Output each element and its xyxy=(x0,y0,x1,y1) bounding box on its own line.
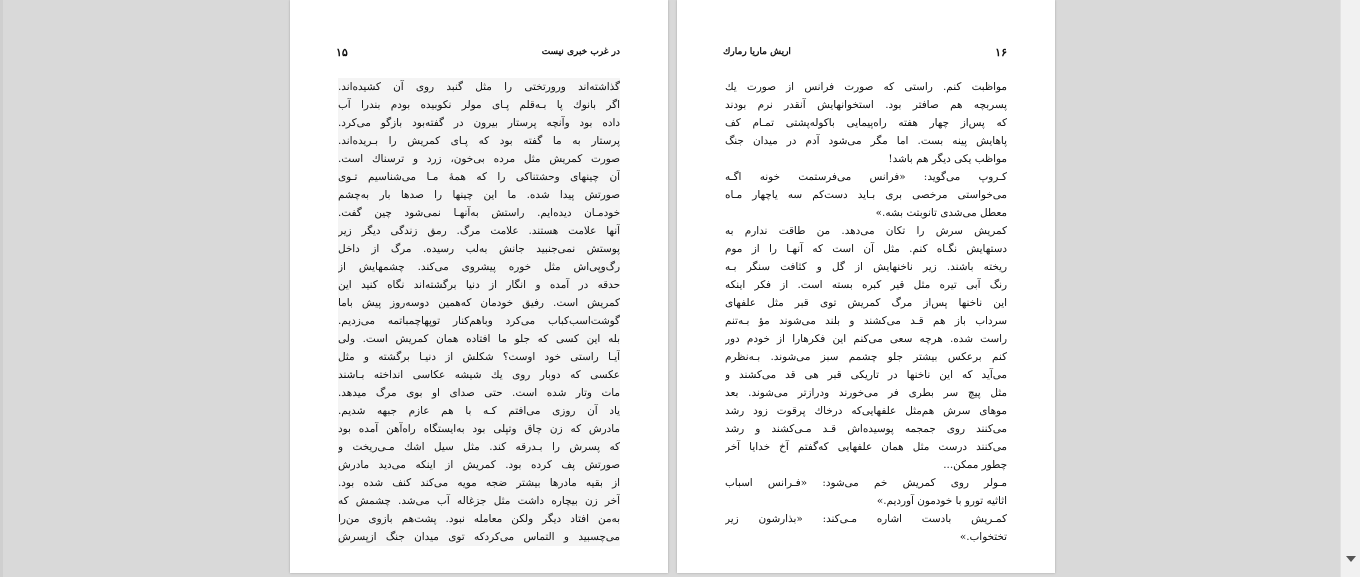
text-line: مـولر روی کمریش خم می‌شود: «فـرانس اسباب xyxy=(725,477,1007,489)
viewer-edge xyxy=(0,0,3,577)
text-line: پسربچه هم صافتر بود. استخوانهایش آنقدر نرم بودند xyxy=(725,99,1007,111)
text-line: این ناخنها پس‌از مرگ کمریش توی قبر مثل علفهای xyxy=(725,297,1007,309)
text-line: حدقه در آمده و انگار از دنیا برگشته‌اند نگاه کنید این xyxy=(338,279,620,291)
page-header-right: اریش ماریا رمارك xyxy=(723,47,791,57)
text-line: پوستش نمی‌جنبید جانش به‌لب رسیده. مرگ از داخل xyxy=(338,243,620,255)
text-line: آنها علامت هستند. علامت مرگ. رمق زندگی دیگر زیر xyxy=(338,225,620,237)
text-line: می‌کنند روی جمجمه پوسیده‌اش قـد مـی‌کشند و رشد xyxy=(725,423,1007,435)
text-line: رگ‌وپی‌اش مثل خوره پیشروی می‌کند. چشمهایش از xyxy=(338,261,620,273)
text-line: کـروپ می‌گوید: «فرانس می‌فرستمت خونه اگـه xyxy=(725,171,1007,183)
text-line: مادرش که زن چاق وتپلی بود به‌ایستگاه راه‌آهن آمده بود xyxy=(338,423,620,435)
text-line: صورت کمریش مثل مرده بی‌خون، زرد و ترسناك است. xyxy=(338,153,620,165)
scroll-down-arrow-icon[interactable] xyxy=(1346,556,1356,562)
text-line: آیـا راستی خود اوست؟ شکلش از دنیـا برگشته و مثل xyxy=(338,351,620,363)
page-number-right: ۱۶ xyxy=(995,46,1007,59)
text-line: اگر بانوك پا بـه‌قلم پـای مولر نکوبیده بودم بندرا آب xyxy=(338,99,620,111)
text-line: می‌خواستی مرخصی بری بـاید دست‌کم سه یاچهار مـاه xyxy=(725,189,1007,201)
text-line: به‌من افتاد دیگر ولکن معامله نبود. پشت‌هم بازوی من‌را xyxy=(338,513,620,525)
text-line: آخر زن بیچاره داشت مثل جزغاله آب می‌شد. چشمش که xyxy=(338,495,620,507)
text-line: معطل می‌شدی تانوبتت بشه.» xyxy=(875,207,1007,219)
text-line: کنم برعکس بیشتر جلو چشمم سبز می‌شوند. بـه‌نظرم xyxy=(725,351,1007,363)
page-number-left: ۱۵ xyxy=(336,46,348,59)
text-line: از بقیه مادرها بیشتر ضجه مویه می‌کند کنف شده بود. xyxy=(338,477,620,489)
text-line: می‌چسبید و التماس می‌کردکه توی میدان جنگ ازپسرش xyxy=(338,531,620,543)
text-line: خودمـان دیده‌ایم. راستش به‌آنهـا نمی‌شود چین گفت. xyxy=(338,207,620,219)
text-line: گذاشته‌اند ورورتختی را مثل گنبد روی آن کشیده‌اند. xyxy=(338,81,620,93)
text-line: آن چینهای وحشتناکی را که همهٔ مـا می‌شناسیم تـوی xyxy=(338,171,620,183)
text-line: کمریش است. رفیق خودمان که‌همین دوسه‌روز پیش باما xyxy=(338,297,620,309)
text-line: بله این کسی که جلو ما افتاده همان کمریش است. ولی xyxy=(338,333,620,345)
page-header-left: در غرب خبری نیست xyxy=(541,47,620,57)
text-line: داده بود وآنچه پرستار بیرون در گفته‌بود بازگو می‌کرد. xyxy=(338,117,620,129)
text-line: دستهایش نگـاه کنم. مثل آن است که آنهـا را از موم xyxy=(725,243,1007,255)
text-line: کمـریش بادست اشاره مـی‌کند: «بذارشون زیر xyxy=(725,513,1007,525)
text-line: ریخته باشند. زیر ناخنهایش از گل و کثافت سنگر بـه xyxy=(725,261,1007,273)
text-line: که پس‌از چهار هفته راه‌پیمایی باکوله‌پشتی تمـام کف xyxy=(725,117,1007,129)
vertical-scrollbar[interactable] xyxy=(1340,0,1360,577)
page-left xyxy=(290,0,668,573)
text-line: مواظبت کنم. راستی که صورت فرانس از صورت یك xyxy=(725,81,1007,93)
text-line: سرداب باز هم قـد می‌کشند و بلند می‌شوند مؤ بـه‌تنم xyxy=(725,315,1007,327)
text-line: مثل پیچ سر بطری فر می‌خورند ودرازتر می‌شوند. بعد xyxy=(725,387,1007,399)
text-line: چطور ممکن... xyxy=(943,459,1007,471)
text-line: عکسی که دوبار روی یك شیشه عکاسی انداخته بـاشند xyxy=(338,369,620,381)
text-line: مواظب یکی دیگر هم باشد! xyxy=(888,153,1007,165)
text-line: صورتش پف کرده بود. کمریش از اینکه می‌دید مادرش xyxy=(338,459,620,471)
text-line: کمریش سرش را تکان می‌دهد. من طاقت ندارم به xyxy=(725,225,1007,237)
text-line: صورتش پیدا شده. ما این چینها را صدها بار به‌چشم xyxy=(338,189,620,201)
text-line: می‌کنند درست مثل همان علفهایی که‌گفتم آخ خدایا آخر xyxy=(725,441,1007,453)
text-line: تختخواب.» xyxy=(959,531,1007,543)
text-line: یاد آن روزی می‌افتم کـه با هم عازم جبهه شدیم. xyxy=(338,405,620,417)
text-line: پرستار به ما گفته بود که پـای کمریش را بـریده‌اند. xyxy=(338,135,620,147)
text-line: پاهایش پینه بست. اما مگر می‌شود آدم در میدان جنگ xyxy=(725,135,1007,147)
text-line: موهای سرش هم‌مثل علفهایی‌که درخاك پرقوت زود رشد xyxy=(725,405,1007,417)
text-line: رنگ آبی تیره مثل قیر کبره بسته است. از فکر اینکه xyxy=(725,279,1007,291)
page-text-left xyxy=(338,78,620,546)
text-line: می‌آید که این ناخنها در تاریکی قبر هی قد می‌کشند و xyxy=(725,369,1007,381)
text-line: گوشت‌اسب‌کباب می‌کرد وباهم‌کنار توپهاچمباتمه می‌زدیم. xyxy=(338,315,620,327)
text-line: مات وتار شده است. حتی صدای او بوی مرگ میدهد. xyxy=(338,387,620,399)
page-right xyxy=(677,0,1055,573)
text-line: که پسرش را بـدرقه کند. مثل سیل اشك مـی‌ریخت و xyxy=(338,441,620,453)
text-line: اثاثیه تورو با خودمون آوردیم.» xyxy=(876,495,1007,507)
text-line: راست شده. هرچه سعی می‌کنم این فکرهارا از خودم دور xyxy=(725,333,1007,345)
page-text-right xyxy=(725,78,1007,546)
